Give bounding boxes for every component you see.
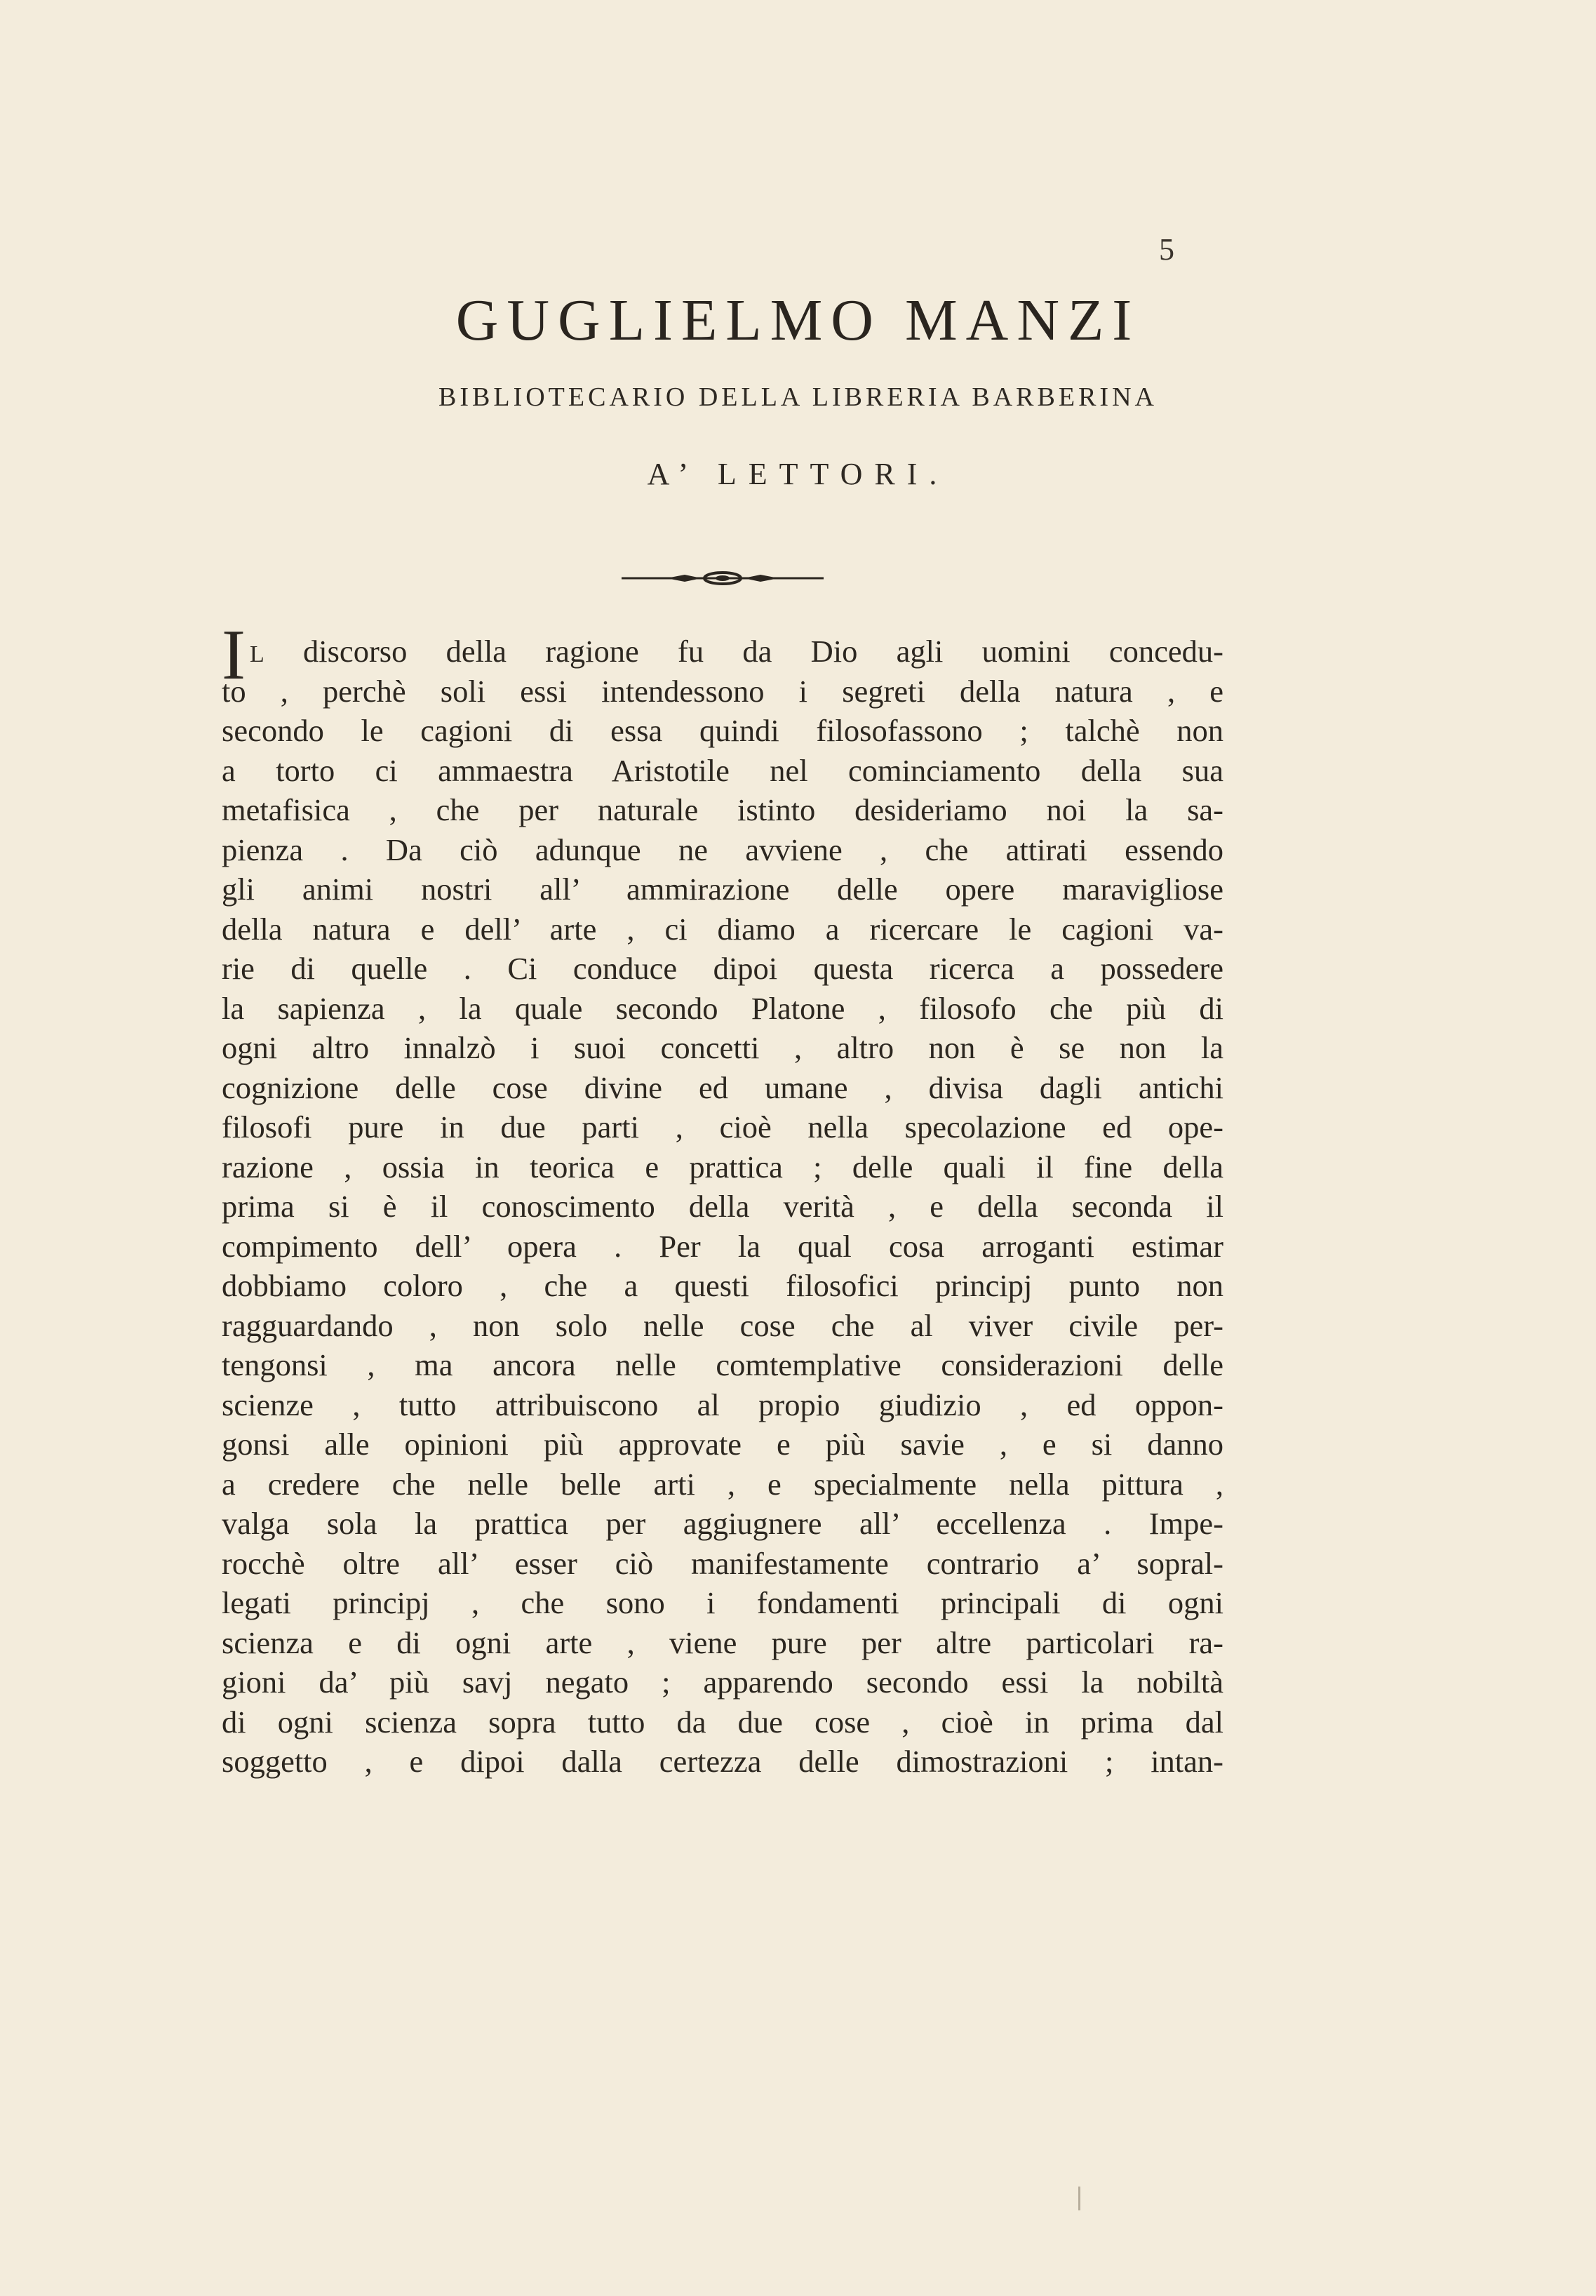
text-line: tengonsi , ma ancora nelle comtemplative considerazioni delle <box>222 1347 1223 1382</box>
page-number: 5 <box>1159 232 1174 267</box>
text-line: dobbiamo coloro , che a questi filosofici principj punto non <box>222 1268 1223 1303</box>
text-line: a credere che nelle belle arti , e specialmente nella pittura , <box>222 1466 1223 1502</box>
text-line: prima si è il conoscimento della verità , e della seconda il <box>222 1189 1223 1224</box>
text-line: ragguardando , non solo nelle cose che al viver civile per- <box>222 1307 1223 1343</box>
text-line-content: discorso della ragione fu da Dio agli uomini concedu- <box>264 634 1223 669</box>
text-line: valga sola la prattica per aggiugnere all’ eccellenza . Impe- <box>222 1506 1223 1541</box>
text-line: scienza e di ogni arte , viene pure per altre particolari ra- <box>222 1624 1223 1660</box>
text-line: filosofi pure in due parti , cioè nella specolazione ed ope- <box>222 1109 1223 1144</box>
page-title: GUGLIELMO MANZI <box>455 288 1141 353</box>
text-line: rie di quelle . Ci conduce dipoi questa ricerca a possedere <box>222 951 1223 986</box>
text-line: gioni da’ più savj negato ; apparendo secondo essi la nobiltà <box>222 1664 1223 1700</box>
drop-cap: I <box>222 615 246 695</box>
text-line: secondo le cagioni di essa quindi filosofassono ; talchè non <box>222 713 1223 748</box>
text-line: metafisica , che per naturale istinto desideriamo noi la sa- <box>222 792 1223 827</box>
address-heading: A’ LETTORI. <box>647 457 949 491</box>
text-line: la sapienza , la quale secondo Platone , filosofo che più di <box>222 990 1223 1026</box>
drop-cap-continuation: L <box>249 641 264 667</box>
text-line: rocchè oltre all’ esser ciò manifestamente contrario a’ sopral- <box>222 1545 1223 1581</box>
text-line: scienze , tutto attribuiscono al propio giudizio , ed oppon- <box>222 1387 1223 1422</box>
text-line: a torto ci ammaestra Aristotile nel cominciamento della sua <box>222 752 1223 788</box>
text-line: to , perchè soli essi intendessono i segreti della natura , e <box>222 673 1223 709</box>
author-subtitle: BIBLIOTECARIO DELLA LIBRERIA BARBERINA <box>438 382 1158 412</box>
text-line: della natura e dell’ arte , ci diamo a ricercare le cagioni va- <box>222 911 1223 947</box>
text-line: gonsi alle opinioni più approvate e più savie , e si danno <box>222 1427 1223 1462</box>
text-line: pienza . Da ciò adunque ne avviene , che attirati essendo <box>222 832 1223 867</box>
text-line: razione , ossia in teorica e prattica ; delle quali il fine della <box>222 1149 1223 1184</box>
text-line: soggetto , e dipoi dalla certezza delle dimostrazioni ; intan- <box>222 1744 1223 1779</box>
ornament-divider <box>617 570 828 587</box>
body-text <box>222 615 1223 1782</box>
text-line: compimento dell’ opera . Per la qual cosa arroganti estimar <box>222 1228 1223 1264</box>
text-line: gli animi nostri all’ ammirazione delle opere maravigliose <box>222 872 1223 907</box>
text-line: cognizione delle cose divine ed umane , divisa dagli antichi <box>222 1069 1223 1105</box>
stray-mark <box>1078 2187 1080 2210</box>
text-line: legati principj , che sono i fondamenti principali di ogni <box>222 1585 1223 1620</box>
text-line: di ogni scienza sopra tutto da due cose , cioè in prima dal <box>222 1704 1223 1740</box>
text-line: ogni altro innalzò i suoi concetti , altro non è se non la <box>222 1030 1223 1065</box>
